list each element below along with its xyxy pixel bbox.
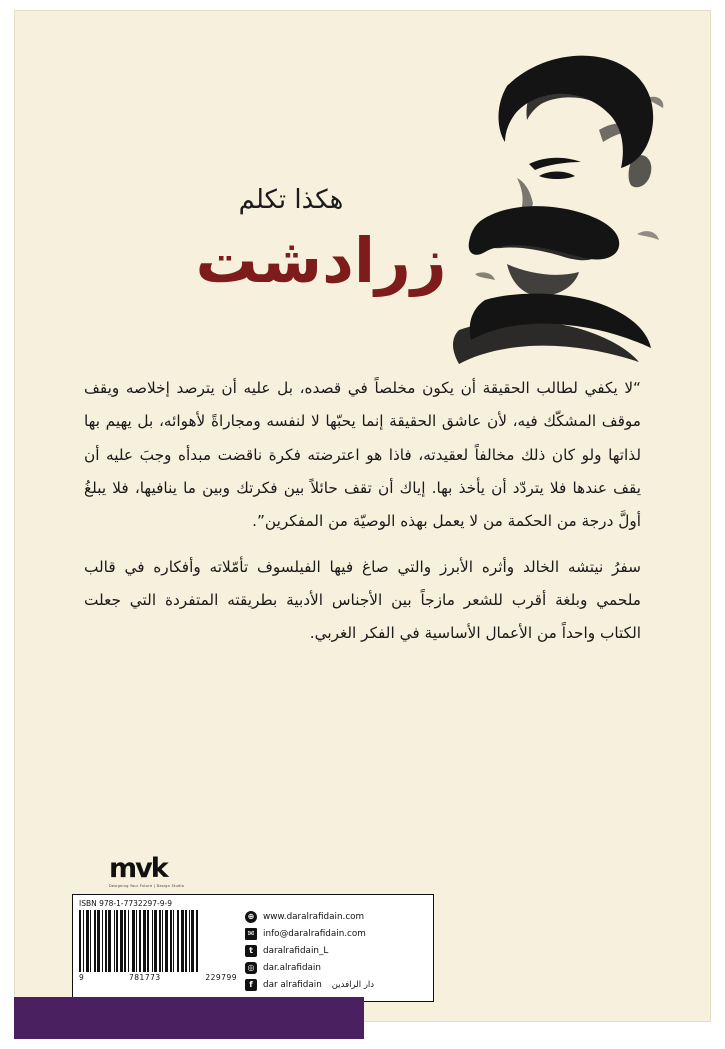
barcode-digits <box>79 973 237 982</box>
publisher-logo <box>109 855 199 893</box>
contact-row-facebook <box>245 979 427 991</box>
twitter-icon: t <box>245 945 257 957</box>
contact-website[interactable]: www.daralrafidain.com <box>263 912 365 922</box>
contact-facebook-pair <box>263 980 374 990</box>
publisher-logo-tagline: Designing Your Future | Design Studio <box>109 884 185 888</box>
contact-email[interactable]: info@daralrafidain.com <box>263 929 366 939</box>
contact-list <box>241 895 433 1001</box>
instagram-icon: ◎ <box>245 962 257 974</box>
barcode-block <box>73 895 241 1001</box>
isbn-number: ISBN 978-1-7732297-9-9 <box>79 899 172 908</box>
contact-facebook-arabic: دار الرافدين <box>331 980 375 990</box>
barcode-digit-mid: 781773 <box>129 973 161 982</box>
contact-row-website <box>245 911 427 923</box>
facebook-icon: f <box>245 979 257 991</box>
cover-artwork <box>14 10 711 1022</box>
nietzsche-portrait-illustration <box>389 38 689 368</box>
book-title: زرادشت <box>195 224 447 297</box>
globe-icon: ⊕ <box>245 911 257 923</box>
contact-row-twitter <box>245 945 427 957</box>
isbn-contact-panel <box>72 894 434 1002</box>
contact-row-instagram <box>245 962 427 974</box>
description-paragraph: سفرُ نيتشه الخالد وأثره الأبرز والتي صاغ فيها الفيلسوف تأمّلاته وأفكاره في قالب ملحمي وبلغة أقرب للشعر مازجاً بين الأجناس الأدبية بطريقته المتفردة التي جعلت الكتاب واحداً من الأعمال الأساسية في الفكر الغربي. <box>84 557 641 643</box>
publisher-logo-mark <box>109 855 199 882</box>
contact-twitter[interactable]: daralrafidain_L <box>263 946 329 956</box>
quote-paragraph: “لا يكفي لطالب الحقيقة أن يكون مخلصاً في قصده، بل عليه أن يترصد إخلاصه ويقف موقف المشكّك فيه، لأن عاشق الحقيقة إنما يحبّها لا لنفسه ومجاراةً لأهوائه، بل يهيم بها لذاتها ولو كان ذلك مخالفاً لعقيدته، فاذا هو اعترضته فكرة ناقضت مبدأه وجبَ عليه أن يقف عندها فلا يتردّد أن يأخذ بها. إياك أن تقف حائلاً بين فكرتك وبين ما ينافيها، فلا يبلغُ أولَّ درجة من الحكمة من لا يعمل بهذه الوصيّة من المفكرين”. <box>84 379 641 531</box>
back-cover-text <box>84 372 641 659</box>
page-right-edge <box>711 0 725 1049</box>
barcode-digit-left: 9 <box>79 973 85 982</box>
contact-instagram[interactable]: dar.alrafidain <box>263 963 321 973</box>
mail-icon: ✉ <box>245 928 257 940</box>
purple-spine-block <box>14 997 364 1039</box>
contact-row-email <box>245 928 427 940</box>
book-subtitle: هكذا تكلم <box>238 185 344 215</box>
publisher-logo-text: mvk <box>109 853 167 884</box>
barcode-bars <box>79 910 234 972</box>
contact-facebook[interactable]: dar alrafidain <box>263 980 322 990</box>
barcode-digit-right: 229799 <box>205 973 237 982</box>
